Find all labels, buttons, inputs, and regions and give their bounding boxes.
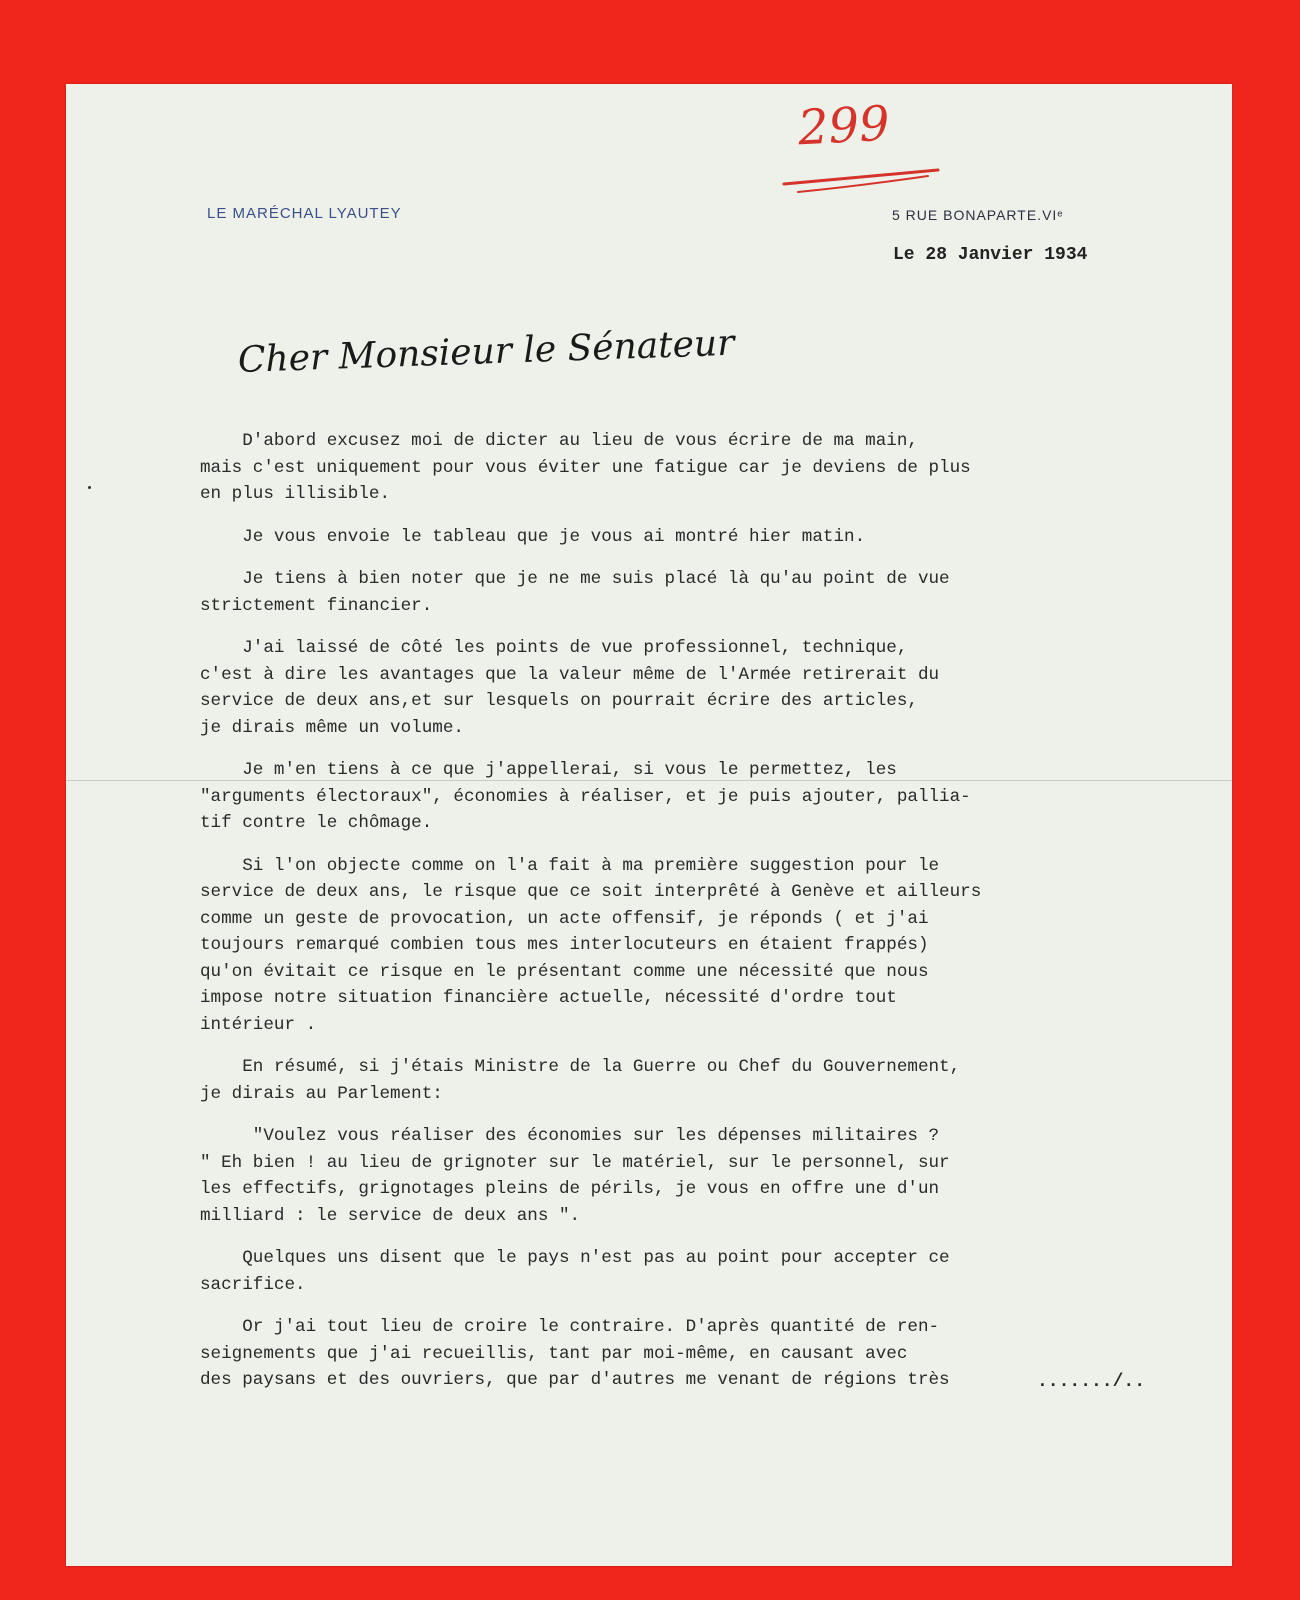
body-paragraph (200, 635, 1180, 741)
paragraph-gap (200, 1038, 1180, 1054)
body-line: D'abord excusez moi de dicter au lieu de vous écrire de ma main, (200, 431, 918, 451)
body-paragraph (200, 1245, 1180, 1298)
body-line: Je tiens à bien noter que je ne me suis placé là qu'au point de vue (200, 569, 950, 589)
body-paragraph (200, 1054, 1180, 1107)
body-paragraph (200, 1123, 1180, 1229)
body-line: Je m'en tiens à ce que j'appellerai, si vous le permettez, les (200, 760, 897, 780)
paragraph-gap (200, 1298, 1180, 1314)
body-line: Je vous envoie le tableau que je vous ai montré hier matin. (200, 526, 866, 547)
paper-speck (88, 486, 91, 489)
body-line: tif contre le chômage. (200, 813, 433, 833)
body-line: "Voulez vous réaliser des économies sur les dépenses militaires ? (200, 1126, 940, 1146)
body-paragraph (200, 757, 1180, 837)
body-paragraph (200, 853, 1180, 1039)
body-line: milliard : le service de deux ans ". (200, 1205, 581, 1226)
body-line: " Eh bien ! au lieu de grignoter sur le matériel, sur le personnel, sur (200, 1152, 950, 1173)
paragraph-gap (200, 1229, 1180, 1245)
body-line: impose notre situation financière actuelle, nécessité d'ordre tout (200, 988, 897, 1008)
letterhead-address: 5 RUE BONAPARTE.VIᵉ (892, 207, 1064, 223)
body-line: comme un geste de provocation, un acte offensif, je réponds ( et j'ai (200, 908, 929, 929)
body-line: seignements que j'ai recueillis, tant par moi-même, en causant avec (200, 1343, 908, 1364)
letter-body (200, 428, 1180, 1394)
body-line: en plus illisible. (200, 484, 391, 504)
body-line: toujours remarqué combien tous mes interlocuteurs en étaient frappés) (200, 935, 929, 955)
body-line: les effectifs, grignotages pleins de périls, je vous en offre une d'un (200, 1179, 940, 1199)
paragraph-gap (200, 508, 1180, 524)
body-paragraph (200, 428, 1180, 508)
body-line: En résumé, si j'étais Ministre de la Guerre ou Chef du Gouvernement, (200, 1057, 961, 1077)
reference-number: 299 (796, 95, 892, 157)
reference-number-annotation (778, 92, 958, 202)
body-line: J'ai laissé de côté les points de vue professionnel, technique, (200, 638, 908, 658)
body-line: Quelques uns disent que le pays n'est pas au point pour accepter ce (200, 1248, 950, 1268)
handwritten-salutation: Cher Monsieur le Sénateur (237, 322, 736, 381)
paragraph-gap (200, 1107, 1180, 1123)
body-line: je dirais même un volume. (200, 717, 464, 738)
body-line: sacrifice. (200, 1274, 306, 1295)
body-line: Or j'ai tout lieu de croire le contraire. D'après quantité de ren- (200, 1317, 940, 1337)
body-line: strictement financier. (200, 595, 433, 616)
paragraph-gap (200, 741, 1180, 757)
letterhead-name: LE MARÉCHAL LYAUTEY (207, 205, 402, 222)
body-line: service de deux ans, le risque que ce soit interprêté à Genève et ailleurs (200, 882, 982, 902)
body-line: "arguments électoraux", économies à réaliser, et je puis ajouter, pallia- (200, 786, 971, 807)
paragraph-gap (200, 837, 1180, 853)
body-line: des paysans et des ouvriers, que par d'autres me venant de régions très (200, 1370, 950, 1390)
body-paragraph (200, 566, 1180, 619)
body-line: service de deux ans,et sur lesquels on pourrait écrire des articles, (200, 691, 918, 711)
body-paragraph (200, 1314, 1180, 1394)
body-line: intérieur . (200, 1014, 317, 1035)
body-line: qu'on évitait ce risque en le présentant comme une nécessité que nous (200, 961, 929, 982)
paragraph-gap (200, 550, 1180, 566)
body-line: mais c'est uniquement pour vous éviter une fatigue car je deviens de plus (200, 457, 971, 478)
body-paragraph (200, 524, 1180, 551)
body-line: c'est à dire les avantages que la valeur même de l'Armée retirerait du (200, 664, 940, 685)
paragraph-gap (200, 619, 1180, 635)
continuation-mark: ......./.. (1037, 1372, 1146, 1392)
body-line: je dirais au Parlement: (200, 1083, 443, 1104)
letter-date: Le 28 Janvier 1934 (893, 245, 1088, 265)
body-line: Si l'on objecte comme on l'a fait à ma première suggestion pour le (200, 855, 940, 876)
